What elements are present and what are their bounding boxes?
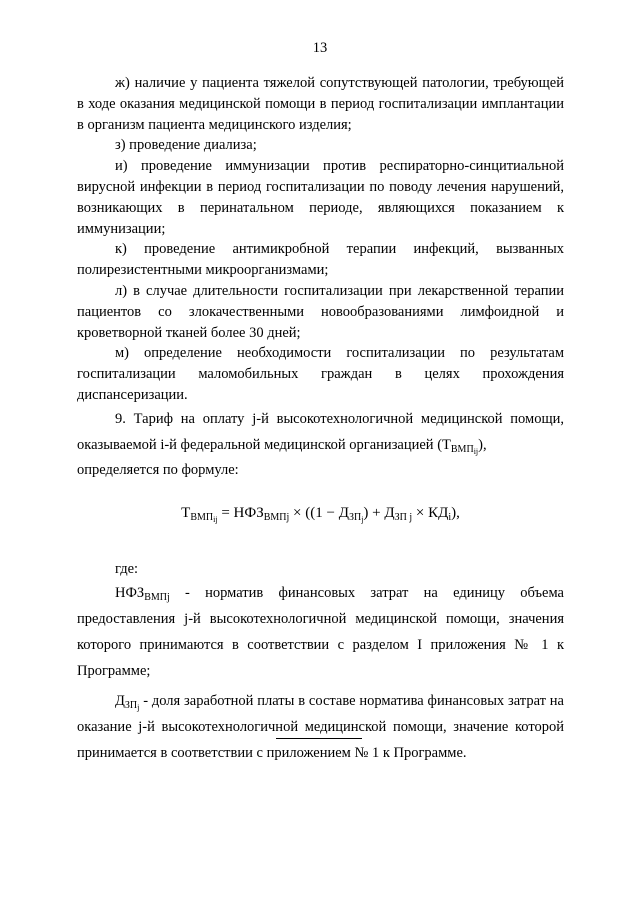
tariff-symbol: $Т_{ВМП_{ij}}$: [442, 436, 479, 456]
tariff-formula: $Т_{ВМП_{ij}} = НФЗ_{ВМПj} \times ((1 - Д_{ЗП_j}) + Д_{ЗП j} \times КД_i)$,: [181, 504, 460, 524]
page-number: 13: [312, 40, 328, 56]
list-item-m: м) определение необходимости госпитализации по результатам госпитализации маломобильных граждан в целях прохождения диспансеризации.: [77, 345, 564, 403]
list-item-l: л) в случае длительности госпитализации при лекарственной терапии пациентов со злокачественными новообразованиями лимфоидной и кроветворной тканей более 30 дней;: [77, 282, 564, 341]
document-body: [77, 73, 564, 766]
list-item-i: и) проведение иммунизации против респираторно-синцитиальной вирусной инфекции в период госпитализации по поводу лечения нарушений, возникающих в перинатальном периоде, являющихся показанием к иммунизации;: [77, 158, 564, 237]
definition-dzp: $Д_{ЗП_j}$ - доля заработной платы в составе норматива финансовых затрат на оказание j-й высокотехнологичной медицинской помощи, значение которой принимается в соответствии с приложением № 1 к Программе.: [77, 693, 564, 762]
list-item-z: з) проведение диализа;: [115, 137, 257, 154]
paragraph-9: 9. Тариф на оплату j-й высокотехнологичной медицинской помощи, оказываемой i-й федеральной медицинской организацией $(Т_{ВМП_{ij}})$,: [77, 410, 564, 456]
list-item-k: к) проведение антимикробной терапии инфекций, вызванных полирезистентными микроорганизмами;: [77, 241, 564, 279]
formula-intro: определяется по формуле:: [77, 461, 239, 478]
end-divider: [276, 738, 362, 739]
definition-nfz: $НФЗ_{ВМПj}$ - норматив финансовых затрат на единицу объема предоставления j-й высокотехнологичной медицинской помощи, значения которого принимаются в соответствии с разделом I приложения № 1 к Программе;: [77, 585, 564, 680]
where-label: где:: [115, 561, 139, 578]
list-item-zh: ж) наличие у пациента тяжелой сопутствующей патологии, требующей в ходе оказания медицинской помощи в период госпитализации имплантации в организм пациента медицинского изделия;: [77, 75, 564, 133]
